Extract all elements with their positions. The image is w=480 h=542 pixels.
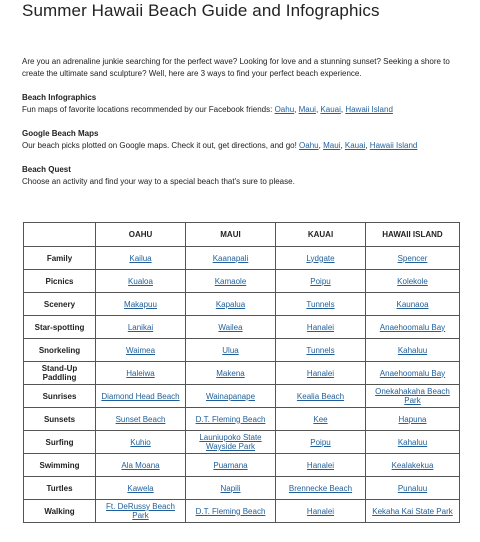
table-cell: [186, 247, 276, 270]
table-cell: [186, 477, 276, 500]
beach-link[interactable]: Brennecke Beach: [288, 483, 353, 493]
beach-link[interactable]: Kaanapali: [212, 253, 249, 263]
beach-link[interactable]: Waimea: [125, 345, 156, 355]
table-cell: [96, 339, 186, 362]
column-header-hawaii-island: HAWAII ISLAND: [366, 223, 460, 247]
table-cell: [366, 293, 460, 316]
beach-link[interactable]: Punaluu: [397, 483, 428, 493]
table-cell: [276, 339, 366, 362]
table-cell: [366, 270, 460, 293]
table-cell: [366, 316, 460, 339]
table-cell: [366, 500, 460, 523]
page-title: Summer Hawaii Beach Guide and Infographics: [22, 1, 380, 20]
table-cell: [186, 293, 276, 316]
table-cell: [186, 270, 276, 293]
row-activity-label: Star-spotting: [24, 316, 96, 339]
table-cell: [96, 362, 186, 385]
table-cell: [186, 362, 276, 385]
beach-link[interactable]: Kaunaoa: [396, 299, 429, 309]
table-row: [24, 408, 460, 431]
row-activity-label: Family: [24, 247, 96, 270]
table-cell: [276, 477, 366, 500]
table-row: [24, 362, 460, 385]
beach-link[interactable]: Spencer: [397, 253, 428, 263]
beach-link[interactable]: Anaehoomalu Bay: [379, 368, 446, 378]
beach-link[interactable]: Tunnels: [306, 345, 335, 355]
table-cell: [96, 431, 186, 454]
table-cell: [96, 385, 186, 408]
map-link-kauai[interactable]: Kauai: [344, 141, 366, 150]
table-cell: [186, 385, 276, 408]
column-header-kauai: KAUAI: [276, 223, 366, 247]
infographic-link-oahu[interactable]: Oahu: [274, 105, 295, 114]
table-cell: [186, 408, 276, 431]
table-cell: [96, 408, 186, 431]
section-text: Choose an activity and find your way to a special beach that's sure to please.: [22, 177, 295, 186]
map-link-maui[interactable]: Maui: [323, 141, 341, 150]
table-cell: [276, 408, 366, 431]
table-cell: [366, 385, 460, 408]
row-activity-label: Sunsets: [24, 408, 96, 431]
table-cell: [186, 431, 276, 454]
table-cell: [276, 385, 366, 408]
table-cell: [276, 293, 366, 316]
beach-link[interactable]: Hanalei: [306, 368, 335, 378]
table-cell: [276, 454, 366, 477]
header-corner-cell: [24, 223, 96, 247]
row-activity-label: Picnics: [24, 270, 96, 293]
table-cell: [366, 362, 460, 385]
row-activity-label: Snorkeling: [24, 339, 96, 362]
table-cell: [96, 247, 186, 270]
beach-link[interactable]: Hanalei: [306, 322, 335, 332]
beach-link[interactable]: Makapuu: [124, 299, 157, 309]
row-activity-label: Walking: [24, 500, 96, 523]
table-cell: [366, 477, 460, 500]
beach-link[interactable]: Napili: [220, 483, 241, 493]
row-activity-label: Sunrises: [24, 385, 96, 408]
table-cell: [96, 454, 186, 477]
table-row: [24, 293, 460, 316]
table-cell: [186, 339, 276, 362]
beach-link[interactable]: Kamaole: [214, 276, 247, 286]
table-cell: [366, 408, 460, 431]
section-beach-quest: [22, 164, 462, 188]
beach-link[interactable]: Kealia Beach: [296, 391, 345, 401]
section-description: Fun maps of favorite locations recommended by our Facebook friends:: [22, 105, 275, 114]
table-row: [24, 500, 460, 523]
table-row: [24, 247, 460, 270]
row-activity-label: Scenery: [24, 293, 96, 316]
table-row: [24, 454, 460, 477]
beach-link[interactable]: Wailea: [218, 322, 243, 332]
intro-paragraph: Are you an adrenaline junkie searching for the perfect wave? Looking for love and a stunning sunset? Seeking a shore to create the ultimate sand sculpture? Well, here are 3 ways to find your perfect beach experience.: [22, 57, 450, 78]
beach-link[interactable]: D.T. Fleming Beach: [195, 506, 266, 516]
section-heading: Google Beach Maps: [22, 129, 99, 138]
table-cell: [96, 293, 186, 316]
beach-link[interactable]: Makena: [216, 368, 245, 378]
table-row: [24, 339, 460, 362]
beach-link[interactable]: Hanalei: [306, 460, 335, 470]
table-cell: [366, 339, 460, 362]
beach-link[interactable]: Poipu: [310, 437, 331, 447]
section-beach-infographics: [22, 92, 462, 116]
beach-link[interactable]: Kee: [313, 414, 328, 424]
infographic-link-kauai[interactable]: Kauai: [320, 105, 341, 114]
beach-link[interactable]: Hapuna: [398, 414, 427, 424]
table-cell: [96, 477, 186, 500]
section-google-beach-maps: [22, 128, 462, 152]
beach-link[interactable]: Kealakekua: [391, 460, 434, 470]
table-cell: [96, 500, 186, 523]
section-heading: Beach Infographics: [22, 93, 97, 102]
column-header-maui: MAUI: [186, 223, 276, 247]
table-cell: [186, 500, 276, 523]
beach-link[interactable]: D.T. Fleming Beach: [195, 414, 266, 424]
infographic-link-hawaii-island[interactable]: Hawaii Island: [345, 105, 393, 114]
map-link-hawaii-island[interactable]: Hawaii Island: [369, 141, 418, 150]
table-row: [24, 385, 460, 408]
table-header-row: [24, 223, 460, 247]
beach-link[interactable]: Anaehoomalu Bay: [379, 322, 446, 332]
beach-link[interactable]: Kahaluu: [397, 345, 428, 355]
beach-link[interactable]: Launiupoko State Wayside Park: [199, 433, 262, 451]
table-cell: [96, 316, 186, 339]
beach-link[interactable]: Puamana: [213, 460, 248, 470]
table-cell: [276, 270, 366, 293]
table-row: [24, 431, 460, 454]
section-text: Fun maps of favorite locations recommended by our Facebook friends: Oahu, Maui, Kauai, Hawaii Island: [22, 105, 393, 114]
table-row: [24, 477, 460, 500]
table-cell: [276, 316, 366, 339]
beach-link[interactable]: Tunnels: [306, 299, 335, 309]
table-cell: [366, 247, 460, 270]
row-activity-label: Turtles: [24, 477, 96, 500]
section-description: Our beach picks plotted on Google maps. Check it out, get directions, and go!: [22, 141, 300, 150]
beach-activity-table: [23, 222, 460, 523]
beach-link[interactable]: Ulua: [222, 345, 239, 355]
beach-link[interactable]: Kailua: [129, 253, 152, 263]
beach-link[interactable]: Lydgate: [306, 253, 335, 263]
beach-link[interactable]: Diamond Head Beach: [101, 391, 180, 401]
table-row: [24, 316, 460, 339]
table-cell: [366, 454, 460, 477]
beach-link[interactable]: Kekaha Kai State Park: [372, 506, 453, 516]
beach-link[interactable]: Kahaluu: [397, 437, 428, 447]
beach-link[interactable]: Lanikai: [127, 322, 154, 332]
section-heading: Beach Quest: [22, 165, 71, 174]
table-row: [24, 270, 460, 293]
beach-link[interactable]: Kualoa: [128, 276, 153, 286]
table-cell: [276, 431, 366, 454]
beach-link[interactable]: Ft. DeRussy Beach Park: [106, 502, 175, 520]
beach-link[interactable]: Hanalei: [306, 506, 335, 516]
column-header-oahu: OAHU: [96, 223, 186, 247]
table-cell: [276, 247, 366, 270]
beach-link[interactable]: Ala Moana: [121, 460, 160, 470]
beach-link[interactable]: Kolekole: [397, 276, 428, 286]
beach-link[interactable]: Kuhio: [130, 437, 151, 447]
table-cell: [186, 454, 276, 477]
beach-link[interactable]: Kapalua: [215, 299, 246, 309]
table-cell: [186, 316, 276, 339]
section-text: Our beach picks plotted on Google maps. Check it out, get directions, and go! Oahu, Maui, Kauai, Hawaii Island: [22, 141, 418, 150]
beach-link[interactable]: Sunset Beach: [115, 414, 166, 424]
map-link-oahu[interactable]: Oahu: [299, 141, 319, 150]
beach-link[interactable]: Onekahakaha Beach Park: [375, 387, 450, 405]
beach-link[interactable]: Poipu: [310, 276, 331, 286]
beach-link[interactable]: Haleiwa: [126, 368, 155, 378]
table-cell: [276, 362, 366, 385]
row-activity-label: Stand-Up Paddling: [24, 362, 96, 385]
row-activity-label: Swimming: [24, 454, 96, 477]
beach-link[interactable]: Kawela: [127, 483, 154, 493]
infographic-link-maui[interactable]: Maui: [298, 105, 316, 114]
table-cell: [96, 270, 186, 293]
beach-link[interactable]: Wainapanape: [205, 391, 256, 401]
table-cell: [276, 500, 366, 523]
table-cell: [366, 431, 460, 454]
row-activity-label: Surfing: [24, 431, 96, 454]
